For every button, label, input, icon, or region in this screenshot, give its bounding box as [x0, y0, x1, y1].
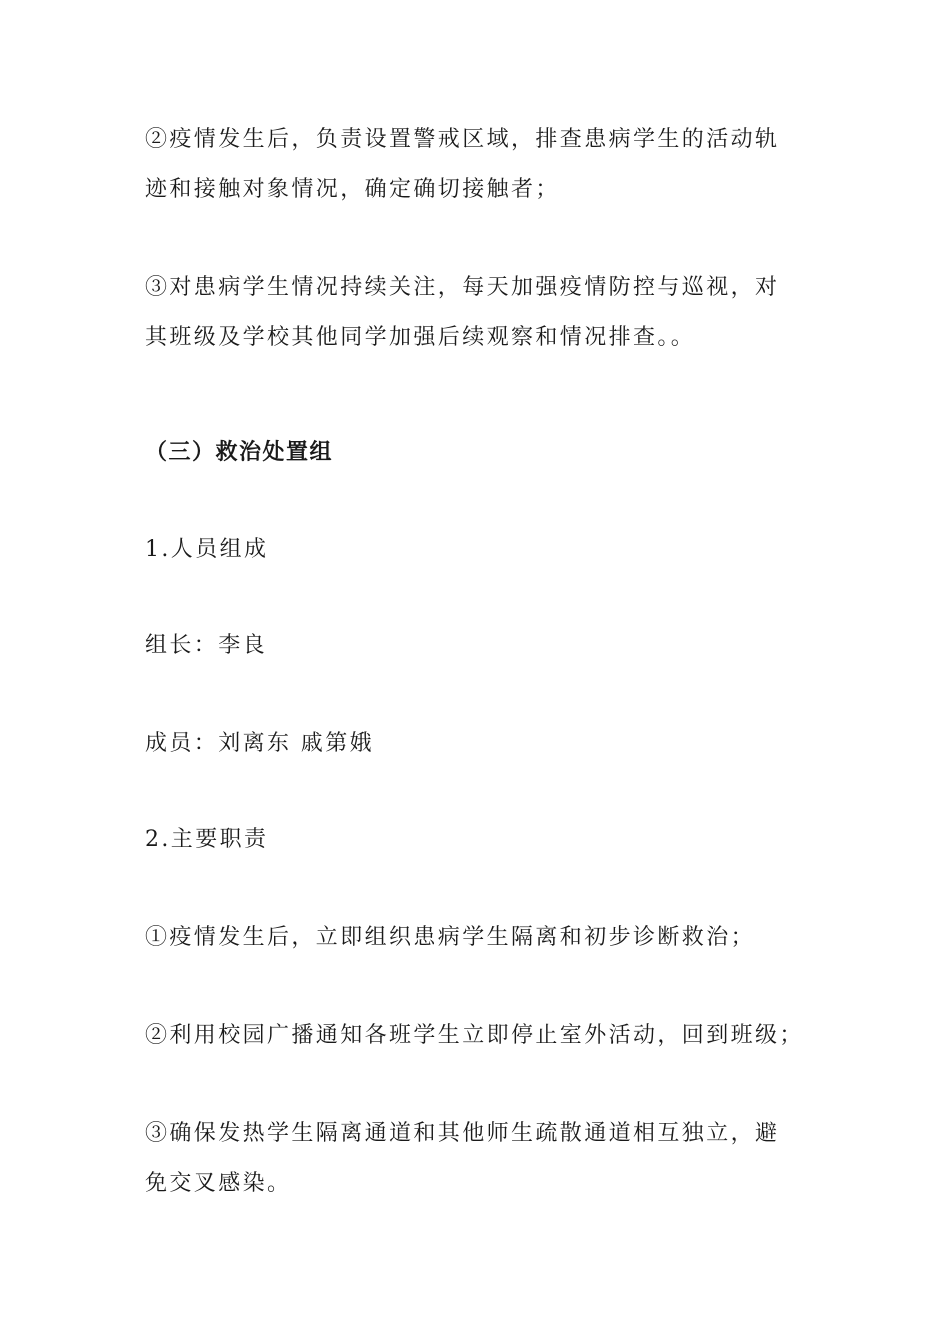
section-heading: （三）救治处置组	[145, 439, 334, 465]
duty-item-3: ③确保发热学生隔离通道和其他师生疏散通道相互独立，避免交叉感染。	[145, 1121, 780, 1196]
duty-item-1: ①疫情发生后，立即组织患病学生隔离和初步诊断救治；	[145, 925, 756, 950]
paragraph-prevention-3: ③对患病学生情况持续关注，每天加强疫情防控与巡视，对其班级及学校其他同学加强后续观察和情况排查。。	[145, 275, 780, 350]
duty-item-2: ②利用校园广播通知各班学生立即停止室外活动，回到班级；	[145, 1023, 804, 1048]
paragraph-prevention-2: ②疫情发生后，负责设置警戒区域，排查患病学生的活动轨迹和接触对象情况，确定确切接触者；	[145, 127, 780, 202]
subheading-members: 1.人员组成	[145, 537, 269, 562]
members-line: 成员：刘离东 戚第娥	[145, 731, 374, 756]
leader-line: 组长：李良	[145, 633, 268, 658]
subheading-duties: 2.主要职责	[145, 827, 269, 852]
